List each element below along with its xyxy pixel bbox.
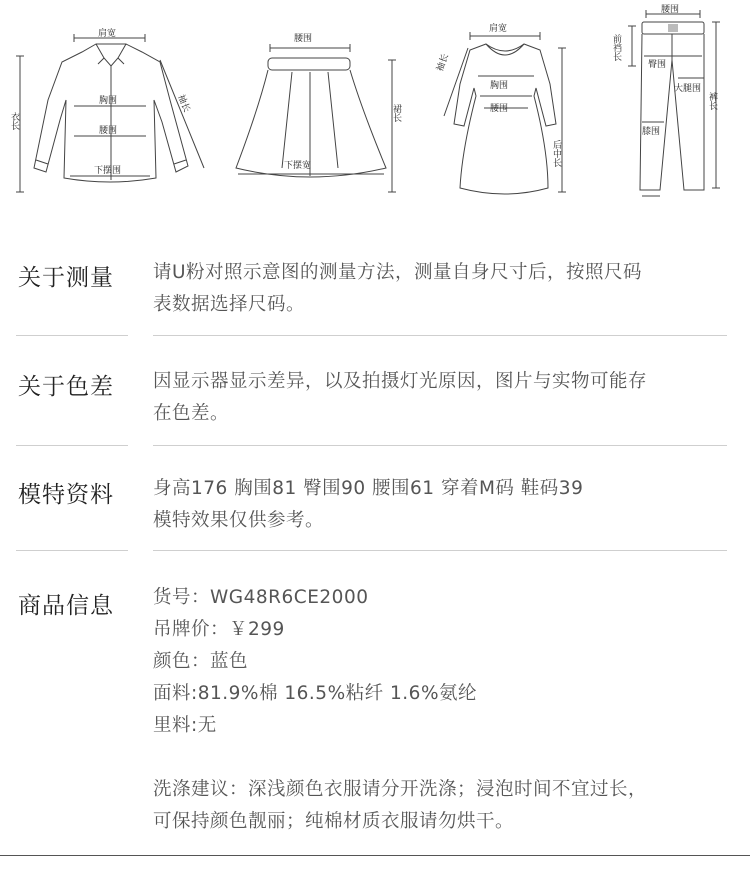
dress-shoulder-label: 肩宽 (489, 24, 508, 34)
pants-knee-label: 膝围 (642, 127, 661, 137)
measure-line: 请U粉对照示意图的测量方法，测量自身尺寸后，按照尺码 (153, 262, 643, 283)
product-sku: 货号：WG48R6CE2000 (153, 587, 369, 608)
color-body (153, 366, 733, 430)
measurement-diagrams (0, 0, 750, 210)
divider-long (153, 335, 727, 336)
pants-front-rise-label: 前裆长 (611, 34, 621, 61)
dress-waist-label: 腰围 (490, 104, 509, 114)
shirt-sleeve-label: 袖长 (175, 93, 192, 114)
care-line: 可保持颜色靓丽；纯棉材质衣服请勿烘干。 (153, 811, 515, 832)
product-fabric: 面料:81.9%棉 16.5%粘纤 1.6%氨纶 (153, 683, 478, 704)
divider-short (16, 445, 128, 446)
color-line: 因显示器显示差异，以及拍摄灯光原因，图片与实物可能存 (153, 371, 648, 392)
color-title: 关于色差 (18, 374, 114, 400)
color-line: 在色差。 (153, 403, 230, 424)
pants-diagram (640, 22, 704, 190)
pants-thigh-label: 大腿围 (674, 84, 702, 94)
skirt-length-label: 裙长 (391, 104, 401, 122)
divider-long (153, 550, 727, 551)
shirt-waist-label: 腰围 (99, 126, 118, 136)
pants-hip-label: 臀围 (648, 60, 667, 70)
model-title: 模特资料 (18, 482, 114, 508)
spacer (153, 742, 733, 774)
pants-length-label: 裤长 (707, 92, 717, 110)
dress-back-length-label: 后中长 (551, 140, 561, 167)
shirt-hem-label: 下摆围 (94, 166, 122, 176)
dress-sleeve-label: 袖长 (435, 52, 451, 74)
measure-line: 表数据选择尺码。 (153, 294, 306, 315)
dress-diagram (454, 44, 556, 194)
skirt-hem-label: 下摆宽 (284, 161, 312, 171)
dress-chest-label: 胸围 (490, 81, 509, 91)
divider-short (16, 550, 128, 551)
model-line: 身高176 胸围81 臀围90 腰围61 穿着M码 鞋码39 (153, 478, 584, 499)
care-line: 洗涤建议：深浅颜色衣服请分开洗涤；浸泡时间不宜过长， (153, 779, 648, 800)
product-body (153, 582, 733, 838)
skirt-waist-label: 腰围 (294, 34, 313, 44)
shirt-diagram (34, 44, 188, 182)
product-title: 商品信息 (18, 593, 114, 619)
skirt-diagram (236, 58, 386, 177)
measure-body (153, 257, 733, 321)
model-line: 模特效果仅供参考。 (153, 510, 325, 531)
product-price: 吊牌价：￥299 (153, 619, 285, 640)
divider-short (16, 335, 128, 336)
product-color: 颜色：蓝色 (153, 651, 249, 672)
model-body (153, 473, 733, 537)
product-lining: 里料:无 (153, 715, 217, 736)
measure-title: 关于测量 (18, 265, 114, 291)
shirt-length-label: 衣长 (9, 112, 19, 130)
bottom-rule (0, 855, 750, 856)
divider-long (153, 445, 727, 446)
pants-waist-label: 腰围 (661, 5, 680, 15)
shirt-shoulder-label: 肩宽 (98, 29, 117, 39)
shirt-chest-label: 胸围 (99, 96, 118, 106)
